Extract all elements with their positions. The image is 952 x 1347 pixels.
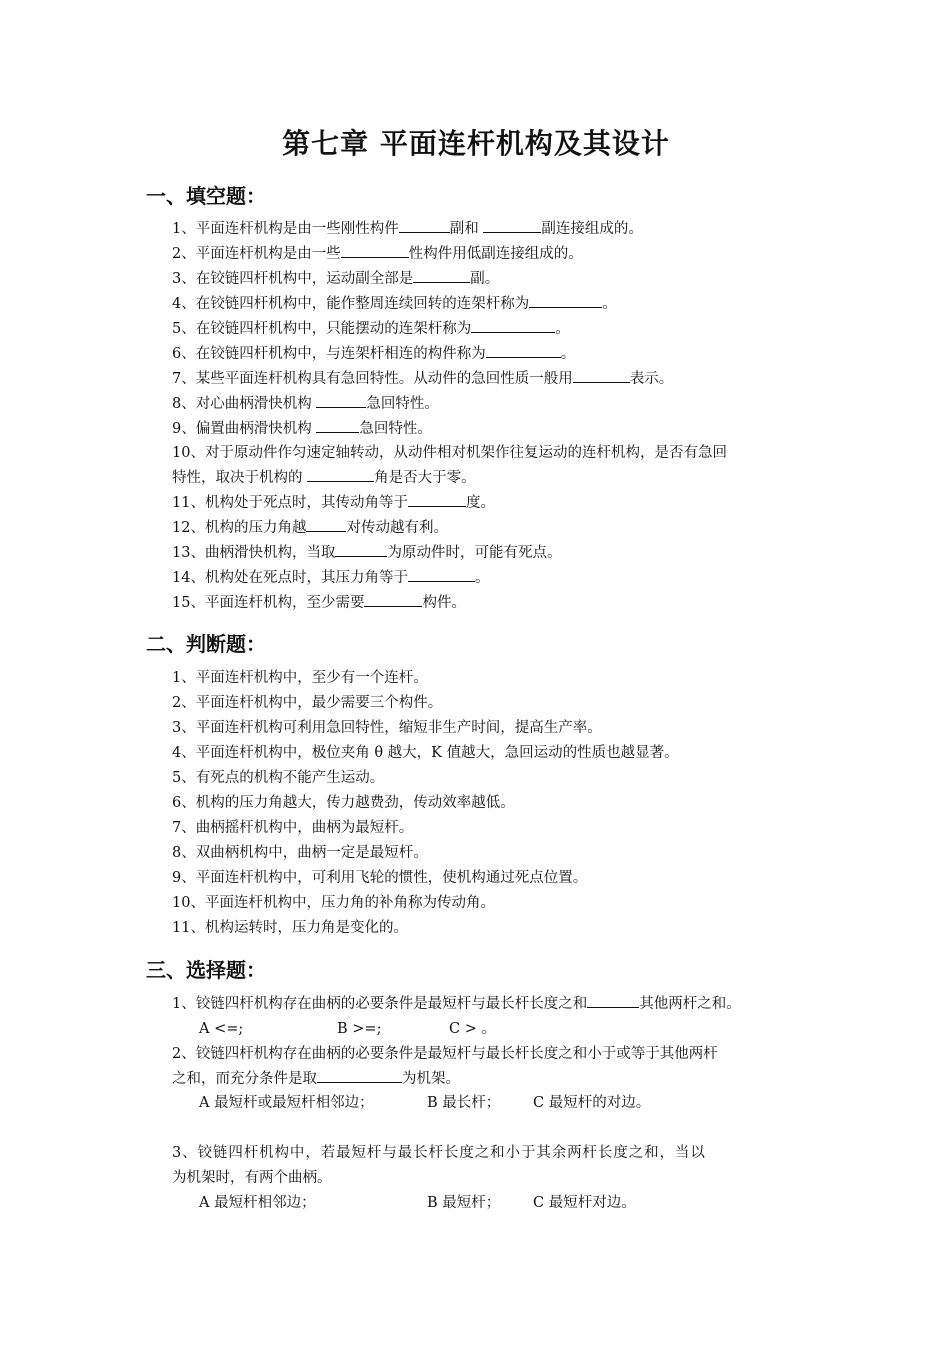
answer-blank[interactable] bbox=[529, 293, 602, 308]
question-text: 副和 bbox=[449, 221, 484, 237]
question-text: 对传动越有利。 bbox=[346, 520, 448, 536]
answer-blank[interactable] bbox=[587, 993, 639, 1008]
answer-blank[interactable] bbox=[413, 268, 470, 283]
fill-question-3 bbox=[172, 268, 499, 289]
option-b[interactable]: B 最长杆； bbox=[427, 1095, 501, 1111]
question-text: 12、机构的压力角越 bbox=[172, 520, 307, 536]
choice-question-3: 3、铰链四杆机构中，若最短杆与最长杆长度之和小于其余两杆长度之和，当以 bbox=[172, 1145, 706, 1161]
question-text: 7、某些平面连杆机构具有急回特性。从动件的急回性质一般用 bbox=[172, 371, 573, 387]
answer-blank[interactable] bbox=[317, 1068, 402, 1083]
judge-question: 5、有死点的机构不能产生运动。 bbox=[172, 770, 385, 786]
choice-options-2 bbox=[199, 1093, 650, 1113]
choice-options-1 bbox=[199, 1019, 496, 1039]
choice-question-2-cont bbox=[172, 1068, 460, 1089]
judge-question: 8、双曲柄机构中，曲柄一定是最短杆。 bbox=[172, 845, 428, 861]
answer-blank[interactable] bbox=[483, 218, 541, 233]
question-text: 13、曲柄滑快机构，当取 bbox=[172, 545, 336, 561]
question-text: 为原动件时，可能有死点。 bbox=[387, 545, 562, 561]
question-text: 之和，而充分条件是取 bbox=[172, 1071, 317, 1087]
answer-blank[interactable] bbox=[316, 393, 366, 408]
section-heading-fill: 一、填空题： bbox=[146, 184, 266, 208]
fill-question-5 bbox=[172, 318, 570, 339]
choice-question-1 bbox=[172, 993, 741, 1014]
fill-question-9 bbox=[172, 418, 432, 439]
judge-question: 3、平面连杆机构可利用急回特性，缩短非生产时间，提高生产率。 bbox=[172, 720, 602, 736]
fill-question-10-cont bbox=[172, 467, 476, 488]
answer-blank[interactable] bbox=[316, 418, 359, 433]
question-text: 15、平面连杆机构，至少需要 bbox=[172, 595, 365, 611]
question-text: 为机架。 bbox=[402, 1071, 460, 1087]
answer-blank[interactable] bbox=[306, 517, 346, 532]
section-heading-judge: 二、判断题： bbox=[146, 632, 266, 656]
question-text: 2、平面连杆机构是由一些 bbox=[172, 246, 341, 262]
question-text: 9、偏置曲柄滑快机构 bbox=[172, 421, 317, 437]
option-a[interactable]: A 最短杆相邻边； bbox=[199, 1195, 316, 1211]
judge-question: 10、平面连杆机构中，压力角的补角称为传动角。 bbox=[172, 895, 495, 911]
question-text: 角是否大于零。 bbox=[374, 470, 476, 486]
question-text: 11、机构处于死点时，其传动角等于 bbox=[172, 495, 408, 511]
answer-blank[interactable] bbox=[307, 467, 374, 482]
judge-question: 2、平面连杆机构中，最少需要三个构件。 bbox=[172, 695, 443, 711]
question-text: 度。 bbox=[465, 495, 495, 511]
question-text: 性构件用低副连接组成的。 bbox=[408, 246, 583, 262]
answer-blank[interactable] bbox=[408, 567, 475, 582]
answer-blank[interactable] bbox=[573, 368, 630, 383]
question-text: 。 bbox=[555, 321, 570, 337]
section-heading-choice: 三、选择题： bbox=[146, 958, 266, 982]
question-text: 6、在铰链四杆机构中，与连架杆相连的构件称为 bbox=[172, 346, 486, 362]
fill-question-1 bbox=[172, 218, 643, 239]
answer-blank[interactable] bbox=[399, 218, 450, 233]
option-c[interactable]: C > 。 bbox=[449, 1021, 496, 1037]
fill-question-8 bbox=[172, 393, 439, 414]
option-b[interactable]: B >=; bbox=[337, 1021, 382, 1037]
fill-question-7 bbox=[172, 368, 673, 389]
fill-question-13 bbox=[172, 542, 561, 563]
question-text: 特性，取决于机构的 bbox=[172, 470, 308, 486]
judge-question: 7、曲柄摇杆机构中，曲柄为最短杆。 bbox=[172, 820, 414, 836]
question-text: 10、对于原动件作匀速定轴转动，从动件相对机架作往复运动的连杆机构，是否有急回 bbox=[172, 445, 727, 461]
option-a[interactable]: A 最短杆或最短杆相邻边； bbox=[199, 1095, 374, 1111]
option-b[interactable]: B 最短杆； bbox=[427, 1195, 501, 1211]
judge-question: 6、机构的压力角越大，传力越费劲，传动效率越低。 bbox=[172, 795, 515, 811]
question-text: 副。 bbox=[470, 271, 500, 287]
fill-question-12 bbox=[172, 517, 448, 538]
question-text: 其他两杆之和。 bbox=[639, 996, 741, 1012]
judge-question: 11、机构运转时，压力角是变化的。 bbox=[172, 920, 408, 936]
question-text: 1、平面连杆机构是由一些刚性构件 bbox=[172, 221, 399, 237]
answer-blank[interactable] bbox=[341, 243, 409, 258]
fill-question-11 bbox=[172, 492, 495, 513]
judge-question: 1、平面连杆机构中，至少有一个连杆。 bbox=[172, 670, 428, 686]
question-text: 。 bbox=[602, 296, 617, 312]
answer-blank[interactable] bbox=[486, 343, 561, 358]
judge-question: 4、平面连杆机构中，极位夹角 θ 越大，K 值越大，急回运动的性质也越显著。 bbox=[172, 745, 679, 761]
question-text: 8、对心曲柄滑快机构 bbox=[172, 396, 317, 412]
question-text: 。 bbox=[560, 346, 576, 362]
question-text: 。 bbox=[474, 570, 490, 586]
question-text: 4、在铰链四杆机构中，能作整周连续回转的连架杆称为 bbox=[172, 296, 530, 312]
choice-question-2: 2、铰链四杆机构存在曲柄的必要条件是最短杆与最长杆长度之和小于或等于其他两杆 bbox=[172, 1046, 718, 1062]
answer-blank[interactable] bbox=[408, 492, 466, 507]
fill-question-15 bbox=[172, 592, 466, 613]
option-c[interactable]: C 最短杆对边。 bbox=[533, 1195, 636, 1211]
choice-options-3 bbox=[199, 1193, 636, 1213]
question-text: 副连接组成的。 bbox=[541, 221, 643, 237]
question-text: 急回特性。 bbox=[366, 396, 439, 412]
question-text: 急回特性。 bbox=[359, 421, 432, 437]
question-text: 1、铰链四杆机构存在曲柄的必要条件是最短杆与最长杆长度之和 bbox=[172, 996, 588, 1012]
fill-question-10 bbox=[172, 443, 727, 463]
choice-question-3-cont: 为机架时，有两个曲柄。 bbox=[172, 1170, 332, 1186]
answer-blank[interactable] bbox=[335, 542, 387, 557]
question-text: 3、在铰链四杆机构中，运动副全部是 bbox=[172, 271, 414, 287]
question-text: 5、在铰链四杆机构中，只能摆动的连架杆称为 bbox=[172, 321, 472, 337]
fill-question-2 bbox=[172, 243, 583, 264]
answer-blank[interactable] bbox=[471, 318, 555, 333]
question-text: 表示。 bbox=[629, 371, 674, 387]
fill-question-14 bbox=[172, 567, 489, 588]
fill-question-6 bbox=[172, 343, 575, 364]
page-title: 第七章 平面连杆机构及其设计 bbox=[282, 127, 670, 160]
option-c[interactable]: C 最短杆的对边。 bbox=[533, 1095, 651, 1111]
option-a[interactable]: A <=; bbox=[199, 1021, 244, 1037]
answer-blank[interactable] bbox=[364, 592, 422, 607]
question-text: 14、机构处在死点时，其压力角等于 bbox=[172, 570, 408, 586]
question-text: 构件。 bbox=[422, 595, 466, 611]
fill-question-4 bbox=[172, 293, 617, 314]
judge-question: 9、平面连杆机构中，可利用飞轮的惯性，使机构通过死点位置。 bbox=[172, 870, 588, 886]
